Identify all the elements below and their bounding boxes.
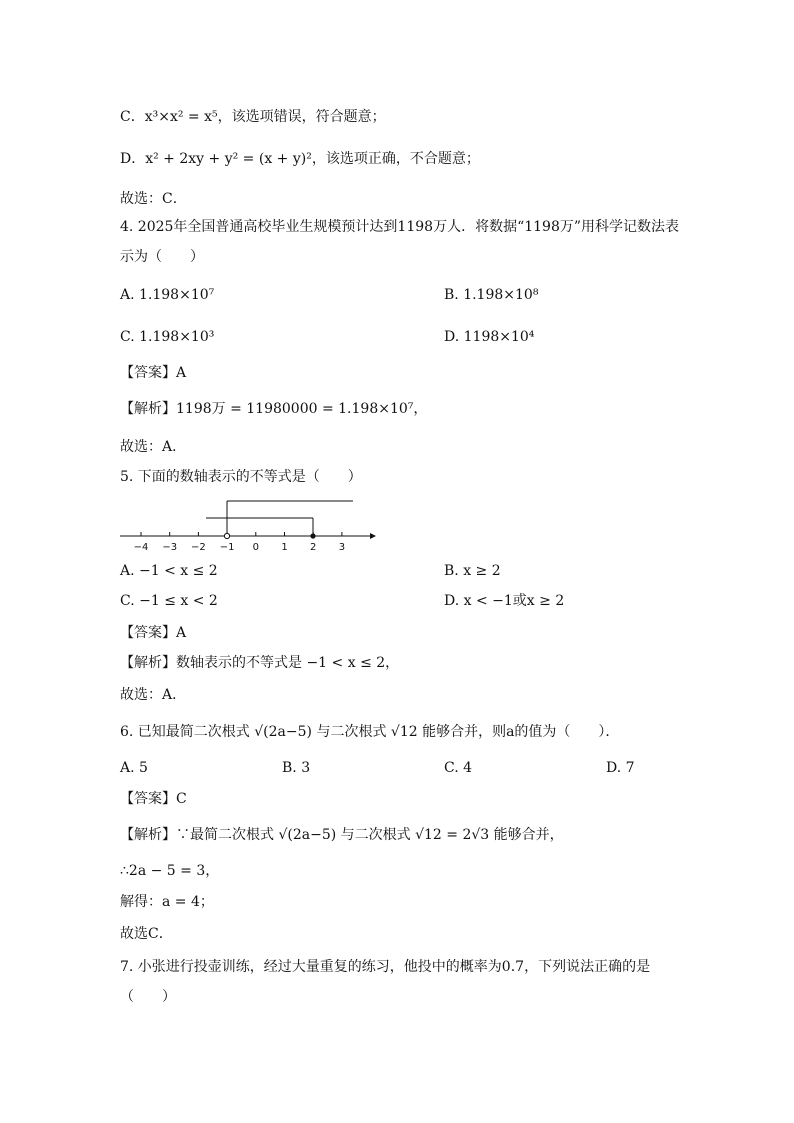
- q5-analysis: 【解析】数轴表示的不等式是 −1 < x ≤ 2，: [120, 655, 400, 671]
- tick-label: 2: [310, 542, 317, 553]
- axis-arrow-icon: [370, 533, 376, 539]
- q4-analysis: 【解析】1198万 = 11980000 = 1.198×10⁷，: [120, 401, 428, 417]
- q6-stem: 6. 已知最简二次根式 √(2a−5) 与二次根式 √12 能够合并，则a的值为（ ）．: [120, 724, 620, 740]
- q4-option-d: D. 1198×10⁴: [444, 329, 535, 345]
- q6-choose: 故选C．: [120, 926, 173, 942]
- q5-option-d: D. x < −1或x ≥ 2: [444, 593, 565, 609]
- q5-answer: 【答案】A: [120, 625, 187, 641]
- q6-option-c: C. 4: [444, 760, 473, 776]
- q4-answer: 【答案】A: [120, 365, 187, 381]
- q6-answer: 【答案】C: [120, 791, 187, 807]
- q4-choose: 故选：A．: [120, 439, 187, 455]
- number-line-figure: [118, 494, 383, 554]
- tick-label: 1: [281, 542, 288, 553]
- tick-label: 3: [338, 542, 346, 553]
- tick-label: 0: [252, 542, 259, 553]
- tick-label: −2: [191, 542, 206, 553]
- q3-option-d: D．x² + 2xy + y² = (x + y)²，该选项正确，不合题意；: [120, 151, 480, 167]
- q5-stem: 5. 下面的数轴表示的不等式是（ ）: [120, 469, 362, 485]
- q5-option-c: C. −1 ≤ x < 2: [120, 593, 218, 609]
- q4-option-a: A. 1.198×10⁷: [120, 287, 215, 303]
- q4-stem-line1: 4. 2025年全国普通高校毕业生规模预计达到1198万人．将数据“1198万”用科学记数法表: [120, 219, 680, 235]
- q4-option-c: C. 1.198×10³: [120, 329, 215, 345]
- closed-point-2: [310, 533, 315, 538]
- q7-stem-line1: 7. 小张进行投壶训练，经过大量重复的练习，他投中的概率为0.7，下列说法正确的是: [120, 959, 651, 975]
- tick-label: −3: [162, 542, 178, 553]
- q3-option-c: C．x³×x² = x⁵，该选项错误，符合题意；: [120, 109, 386, 125]
- open-point-minus-1: [224, 533, 229, 538]
- q4-option-b: B. 1.198×10⁸: [444, 287, 539, 303]
- q7-stem-line2: （ ）: [120, 989, 176, 1005]
- q5-choose: 故选：A．: [120, 687, 187, 703]
- q6-step2: 解得：a = 4；: [120, 894, 214, 910]
- q5-option-b: B. x ≥ 2: [444, 563, 501, 579]
- tick-label: −4: [133, 542, 149, 553]
- tick-label: −1: [219, 542, 235, 553]
- q6-option-d: D. 7: [606, 760, 635, 776]
- q6-option-b: B. 3: [282, 760, 311, 776]
- q6-option-a: A. 5: [120, 760, 148, 776]
- q4-stem-line2: 示为（ ）: [120, 249, 204, 265]
- q6-analysis: 【解析】∵最简二次根式 √(2a−5) 与二次根式 √12 = 2√3 能够合并，: [120, 827, 564, 843]
- q5-option-a: A. −1 < x ≤ 2: [120, 563, 218, 579]
- q3-choose: 故选：C．: [120, 191, 187, 207]
- q6-step1: ∴2a − 5 = 3，: [120, 863, 220, 879]
